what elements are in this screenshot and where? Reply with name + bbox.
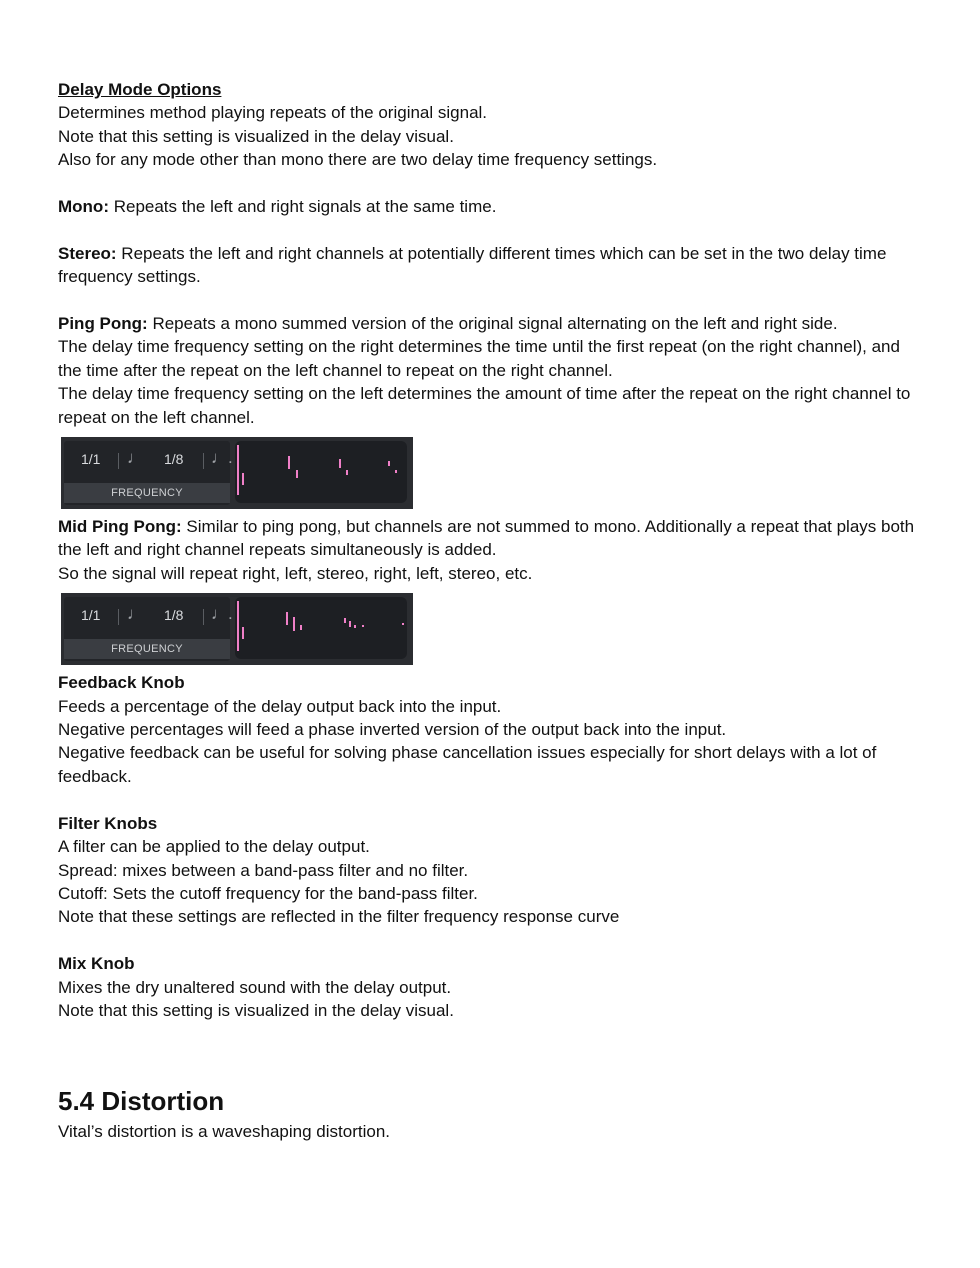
repeat-bar [346, 470, 348, 475]
filter-line-3: Cutoff: Sets the cutoff frequency for the band-pass filter. [58, 883, 478, 903]
filter-line-4: Note that these settings are reflected in the filter frequency response curve [58, 907, 620, 927]
repeat-bar [288, 456, 290, 469]
distortion-heading: 5.4 Distortion [58, 1086, 225, 1117]
frequency-label: FREQUENCY [64, 483, 230, 503]
quarter-note-icon[interactable]: ♩ [127, 604, 144, 624]
feedback-heading: Feedback Knob [58, 673, 185, 693]
right-frequency-value[interactable]: 1/8 [164, 451, 184, 468]
document-page [58, 78, 928, 1144]
dotted-note-icon[interactable]: ♩. [211, 604, 233, 624]
dotted-note-icon[interactable]: ♩. [211, 448, 233, 468]
dry-signal-bar [237, 601, 239, 651]
feedback-line-3: Negative feedback can be useful for solving phase cancellation issues especially for short delays with a lot of feedback. [58, 743, 877, 786]
mid-ping-pong-label: Mid Ping Pong: [58, 517, 182, 537]
mix-line-2: Note that this setting is visualized in the delay visual. [58, 1000, 454, 1020]
delay-mode-line-3: Also for any mode other than mono there are two delay time frequency settings. [58, 150, 658, 170]
dry-signal-bar [242, 627, 244, 639]
mid-ping-pong-delay-widget [61, 593, 413, 665]
feedback-line-2: Negative percentages will feed a phase inverted version of the output back into the input. [58, 720, 727, 740]
quarter-note-icon[interactable]: ♩ [127, 448, 144, 468]
stereo-paragraph [58, 242, 928, 289]
delay-visual-marks [61, 437, 413, 509]
repeat-bar [293, 617, 295, 631]
ping-pong-line-2: The delay time frequency setting on the left determines the amount of time after the repeat on the right channel to repeat on the left channel. [58, 384, 911, 427]
repeat-bar [362, 625, 364, 627]
repeat-bar [339, 459, 341, 468]
filter-heading: Filter Knobs [58, 813, 158, 833]
mid-ping-pong-text: Similar to ping pong, but channels are not summed to mono. Additionally a repeat that plays both the left and right channel repeats simultaneously is added. [58, 517, 915, 560]
stereo-label: Stereo: [58, 243, 117, 263]
mid-ping-pong-paragraph [58, 515, 928, 562]
repeat-bar [286, 612, 288, 625]
distortion-text: Vital’s distortion is a waveshaping distortion. [58, 1122, 390, 1142]
dry-signal-bar [242, 473, 244, 485]
feedback-line-1: Feeds a percentage of the delay output back into the input. [58, 696, 502, 716]
dry-signal-bar [237, 445, 239, 495]
repeat-bar [300, 625, 302, 630]
repeat-bar [402, 623, 404, 625]
stereo-text: Repeats the left and right channels at potentially different times which can be set in the two delay time frequency settings. [58, 243, 887, 287]
repeat-bar [349, 621, 351, 627]
ping-pong-paragraph [58, 312, 928, 335]
left-frequency-value[interactable]: 1/1 [81, 451, 101, 468]
mono-text: Repeats the left and right signals at the same time. [108, 197, 497, 217]
ping-pong-delay-widget [61, 437, 413, 509]
mix-line-1: Mixes the dry unaltered sound with the delay output. [58, 977, 452, 997]
mono-paragraph [58, 195, 928, 218]
repeat-bar [388, 461, 390, 466]
filter-line-2: Spread: mixes between a band-pass filter and no filter. [58, 860, 469, 880]
ping-pong-text: Repeats a mono summed version of the original signal alternating on the left and right side. [147, 314, 838, 334]
delay-visual-marks [61, 593, 413, 665]
ping-pong-label: Ping Pong: [58, 314, 148, 334]
delay-mode-heading: Delay Mode Options [58, 80, 222, 99]
frequency-label: FREQUENCY [64, 639, 230, 659]
delay-mode-line-2: Note that this setting is visualized in the delay visual. [58, 126, 454, 146]
delay-mode-line-1: Determines method playing repeats of the original signal. [58, 103, 488, 123]
filter-line-1: A filter can be applied to the delay output. [58, 837, 370, 857]
repeat-bar [344, 618, 346, 623]
repeat-bar [296, 470, 298, 478]
ping-pong-line-1: The delay time frequency setting on the right determines the time until the first repeat (on the right channel), and the time after the repeat on the left channel to repeat on the right channel. [58, 337, 900, 380]
repeat-bar [354, 625, 356, 628]
left-frequency-value[interactable]: 1/1 [81, 607, 101, 624]
repeat-bar [395, 470, 397, 473]
mid-ping-pong-line-1: So the signal will repeat right, left, stereo, right, left, stereo, etc. [58, 563, 533, 583]
mono-label: Mono: [58, 197, 109, 217]
mix-heading: Mix Knob [58, 954, 135, 974]
right-frequency-value[interactable]: 1/8 [164, 607, 184, 624]
